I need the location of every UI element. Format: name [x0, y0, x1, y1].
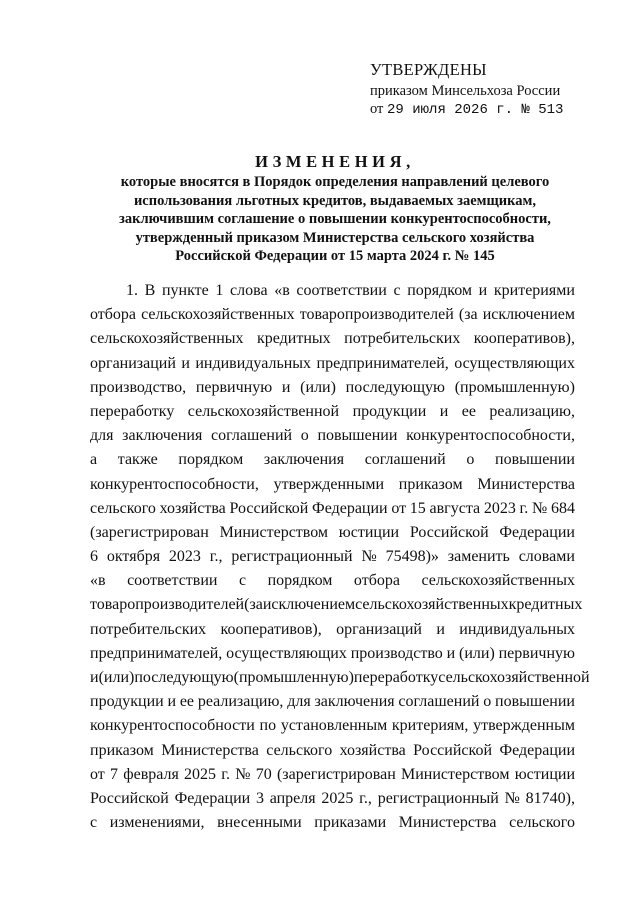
body-word: сельскохозяйственных — [90, 330, 244, 348]
body-word: сельского — [90, 499, 156, 517]
body-line — [90, 376, 575, 400]
body-word: а — [90, 451, 98, 469]
body-word: (промышленную) — [454, 378, 575, 396]
body-word: августа — [429, 499, 481, 517]
body-word: реализацию, — [489, 402, 575, 420]
body-word: предпринимателей, — [90, 644, 223, 662]
body-word: Федерации — [499, 523, 575, 541]
body-word: и — [90, 669, 99, 686]
body-word: повышении — [495, 693, 575, 711]
body-word: 81740), — [525, 789, 575, 807]
body-word: потребительских — [90, 620, 207, 638]
body-word: продукции — [352, 402, 427, 420]
body-word: кредитных — [257, 330, 331, 348]
body-word: «в — [90, 572, 106, 590]
body-word: заключения — [263, 451, 345, 469]
body-word: кредитных — [508, 596, 583, 614]
body-word: реализацию, — [197, 693, 284, 711]
body-word: г. — [519, 499, 529, 517]
body-word: сельскохозяйственных — [421, 572, 575, 590]
body-word: установленным — [280, 717, 388, 735]
body-word: Федерации — [312, 499, 388, 517]
body-word: Министерства — [398, 814, 497, 832]
body-word: индивидуальных — [195, 354, 312, 372]
body-line — [90, 569, 575, 593]
approval-issuer: приказом Минсельхоза России — [370, 83, 561, 99]
heading-subtitle-line: использования льготных кредитов, выдаваемых заемщикам, — [133, 192, 537, 209]
approval-title: УТВЕРЖДЕНЫ — [370, 60, 487, 79]
body-word: внесенными — [217, 814, 302, 832]
body-word: от — [90, 765, 105, 783]
body-word: о — [300, 427, 309, 445]
body-word: 2023 — [168, 548, 201, 566]
body-word: Российской — [229, 499, 309, 517]
body-word: производство, — [90, 378, 187, 396]
body-word: производство — [350, 644, 443, 662]
body-word: октября — [106, 548, 161, 566]
body-line — [90, 327, 575, 351]
body-word: сельскохозяйственных — [141, 306, 295, 324]
body-line — [90, 811, 575, 835]
body-word: индивидуальных — [459, 620, 575, 638]
body-word: 684 — [550, 499, 575, 517]
body-word: хозяйства — [159, 499, 226, 517]
body-word: и — [446, 644, 456, 662]
body-word: (промышленную) — [233, 669, 354, 686]
body-word: конкурентоспособности, — [90, 475, 259, 493]
body-word: № — [361, 548, 377, 566]
body-word: приказами — [314, 814, 387, 832]
heading-subtitle-line: Российской Федерации от 15 марта 2024 г. № 145 — [175, 248, 495, 265]
body-word: 3 — [255, 789, 264, 807]
body-word: и — [281, 378, 291, 396]
body-word: и — [167, 693, 177, 711]
body-word: соглашений — [211, 427, 293, 445]
body-word: кооперативов), — [220, 620, 322, 638]
body-word: февраля — [123, 765, 179, 783]
body-word: (или) — [459, 644, 495, 662]
body-word: ее — [179, 693, 195, 711]
approval-order-number: 29 июля 2026 г. № 513 — [387, 102, 564, 118]
body-word: переработку — [90, 402, 175, 420]
body-word: осуществляющих — [454, 354, 575, 372]
body-word: с — [238, 572, 247, 590]
body-word: первичную — [195, 378, 273, 396]
heading-subtitle-line: которые вносятся в Порядок определения направлений целевого — [120, 174, 550, 190]
body-word: сельскохозяйственной — [187, 402, 340, 420]
body-word: кооперативов), — [473, 330, 575, 348]
body-word: исключением — [482, 306, 575, 324]
body-word: сельскохозяйственных — [355, 596, 509, 614]
body-word: для — [90, 427, 114, 445]
body-word: № — [531, 499, 548, 517]
body-line — [90, 400, 575, 424]
body-line — [90, 739, 575, 763]
body-word: 2025 — [184, 765, 217, 783]
body-word: для — [287, 693, 311, 711]
body-word: Российской — [409, 523, 489, 541]
body-word: регистрационный — [231, 548, 353, 566]
body-word: с — [90, 814, 98, 832]
body-word: отбора — [90, 306, 137, 324]
body-line — [90, 424, 575, 448]
body-word: исключением — [262, 596, 356, 614]
body-word: 15 — [409, 499, 426, 517]
body-word: пункте — [161, 282, 209, 299]
body-word: о — [483, 693, 492, 711]
body-word: регистрационный — [377, 789, 499, 807]
body-word: товаропроизводителей — [90, 596, 245, 614]
body-word: и — [436, 620, 445, 638]
body-word: Российской — [90, 789, 169, 807]
body-line — [90, 618, 575, 642]
body-word: организаций — [336, 620, 422, 638]
body-word: г. — [221, 765, 231, 783]
body-word: (или) — [98, 669, 135, 686]
body-word: Министерства — [161, 741, 259, 759]
heading-subtitle-line: заключившим соглашение о повышении конкурентоспособности, — [119, 211, 551, 228]
body-line — [90, 303, 575, 327]
body-word: В — [144, 282, 156, 299]
body-line — [90, 787, 575, 811]
body-word: по — [259, 717, 277, 735]
body-word: конкурентоспособности, — [406, 427, 575, 445]
body-word: критериям, — [391, 717, 469, 735]
body-word: г., — [359, 789, 372, 807]
body-word: Министерством — [219, 523, 329, 541]
body-line — [90, 545, 575, 569]
body-word: (за — [458, 306, 478, 324]
body-word: Федерации — [499, 741, 575, 759]
body-word: критериями — [493, 282, 575, 299]
body-word: 1. — [126, 282, 138, 299]
body-word: юстиции — [338, 523, 400, 541]
body-word: Министерства — [477, 475, 575, 493]
body-word: г., — [209, 548, 223, 566]
body-line — [90, 763, 575, 787]
body-word: товаропроизводителей — [299, 306, 454, 324]
body-line — [90, 352, 575, 376]
document-heading — [96, 152, 574, 266]
body-word: хозяйства — [339, 741, 406, 759]
body-word: переработку — [353, 669, 439, 686]
body-word: приказом — [90, 741, 154, 759]
body-word: № — [235, 765, 251, 783]
body-word: повышении — [495, 451, 575, 469]
body-word: предпринимателей, — [316, 354, 449, 372]
body-word: и — [478, 282, 488, 299]
body-word: заключения — [122, 427, 203, 445]
body-word: последующую — [134, 669, 234, 686]
body-word: организаций — [90, 354, 176, 372]
body-word: сельского — [509, 814, 575, 832]
body-word: повышении — [317, 427, 398, 445]
body-word: с — [393, 282, 401, 299]
body-word: Министерством — [401, 765, 510, 783]
body-word: приказом — [398, 475, 463, 493]
body-word: Федерации — [174, 789, 251, 807]
body-line — [90, 690, 575, 714]
approval-block — [370, 60, 563, 119]
body-word: 7 — [110, 765, 118, 783]
body-word: 1 — [215, 282, 224, 299]
body-word: «в — [274, 282, 290, 299]
body-word: утвержденными — [273, 475, 385, 493]
body-line — [90, 714, 575, 738]
body-word: 2023 — [483, 499, 516, 517]
body-line — [90, 448, 575, 472]
body-line — [90, 473, 575, 497]
heading-subtitle-line: утвержденный приказом Министерства сельского хозяйства — [135, 229, 535, 246]
body-word: о — [466, 451, 475, 469]
body-word: порядком — [178, 451, 244, 469]
body-word: словами — [518, 548, 575, 566]
body-word: осуществляющих — [226, 644, 347, 662]
body-word: (зарегистрирован — [90, 523, 209, 541]
body-word: заключения — [314, 693, 395, 711]
body-word: и — [181, 354, 190, 372]
body-word: сельскохозяйственной — [438, 669, 590, 686]
body-line — [90, 593, 583, 617]
body-word: 70 — [255, 765, 272, 783]
body-word: соглашений — [398, 693, 480, 711]
heading-title: ИЗМЕНЕНИЯ, — [255, 152, 415, 171]
body-word: и — [439, 402, 449, 420]
body-word: конкурентоспособности — [90, 717, 255, 735]
body-line — [90, 279, 575, 303]
body-word: порядком — [407, 282, 473, 299]
body-word: соответствии — [296, 282, 387, 299]
body-word: последующую — [345, 378, 445, 396]
body-word: также — [117, 451, 158, 469]
approval-order-prefix: от — [370, 101, 384, 117]
body-line — [90, 666, 590, 690]
body-word: апреля — [269, 789, 316, 807]
document-body — [90, 279, 590, 835]
body-word: ее — [461, 402, 476, 420]
body-word: слова — [230, 282, 268, 299]
body-word: заменить — [447, 548, 510, 566]
body-word: отбора — [353, 572, 400, 590]
body-word: сельского — [266, 741, 333, 759]
body-word: от — [391, 499, 407, 517]
body-word: (или) — [300, 378, 336, 396]
body-word: (за — [244, 596, 263, 614]
body-word: 2025 — [321, 789, 354, 807]
body-word: юстиции — [514, 765, 575, 783]
body-word: потребительских — [344, 330, 461, 348]
body-line — [90, 521, 575, 545]
body-word: (зарегистрирован — [276, 765, 396, 783]
body-word: 6 — [90, 548, 98, 566]
body-word: 75498)» — [385, 548, 439, 566]
body-word: порядком — [267, 572, 333, 590]
body-line — [90, 642, 575, 666]
body-word: соглашений — [364, 451, 446, 469]
body-word: Российской — [413, 741, 493, 759]
body-word: продукции — [90, 693, 164, 711]
body-line — [90, 497, 575, 521]
body-word: соответствии — [127, 572, 218, 590]
body-word: изменениями, — [109, 814, 205, 832]
body-word: утвержденным — [473, 717, 575, 735]
body-word: первичную — [498, 644, 575, 662]
approval-order-line — [370, 100, 563, 119]
body-word: № — [504, 789, 520, 807]
